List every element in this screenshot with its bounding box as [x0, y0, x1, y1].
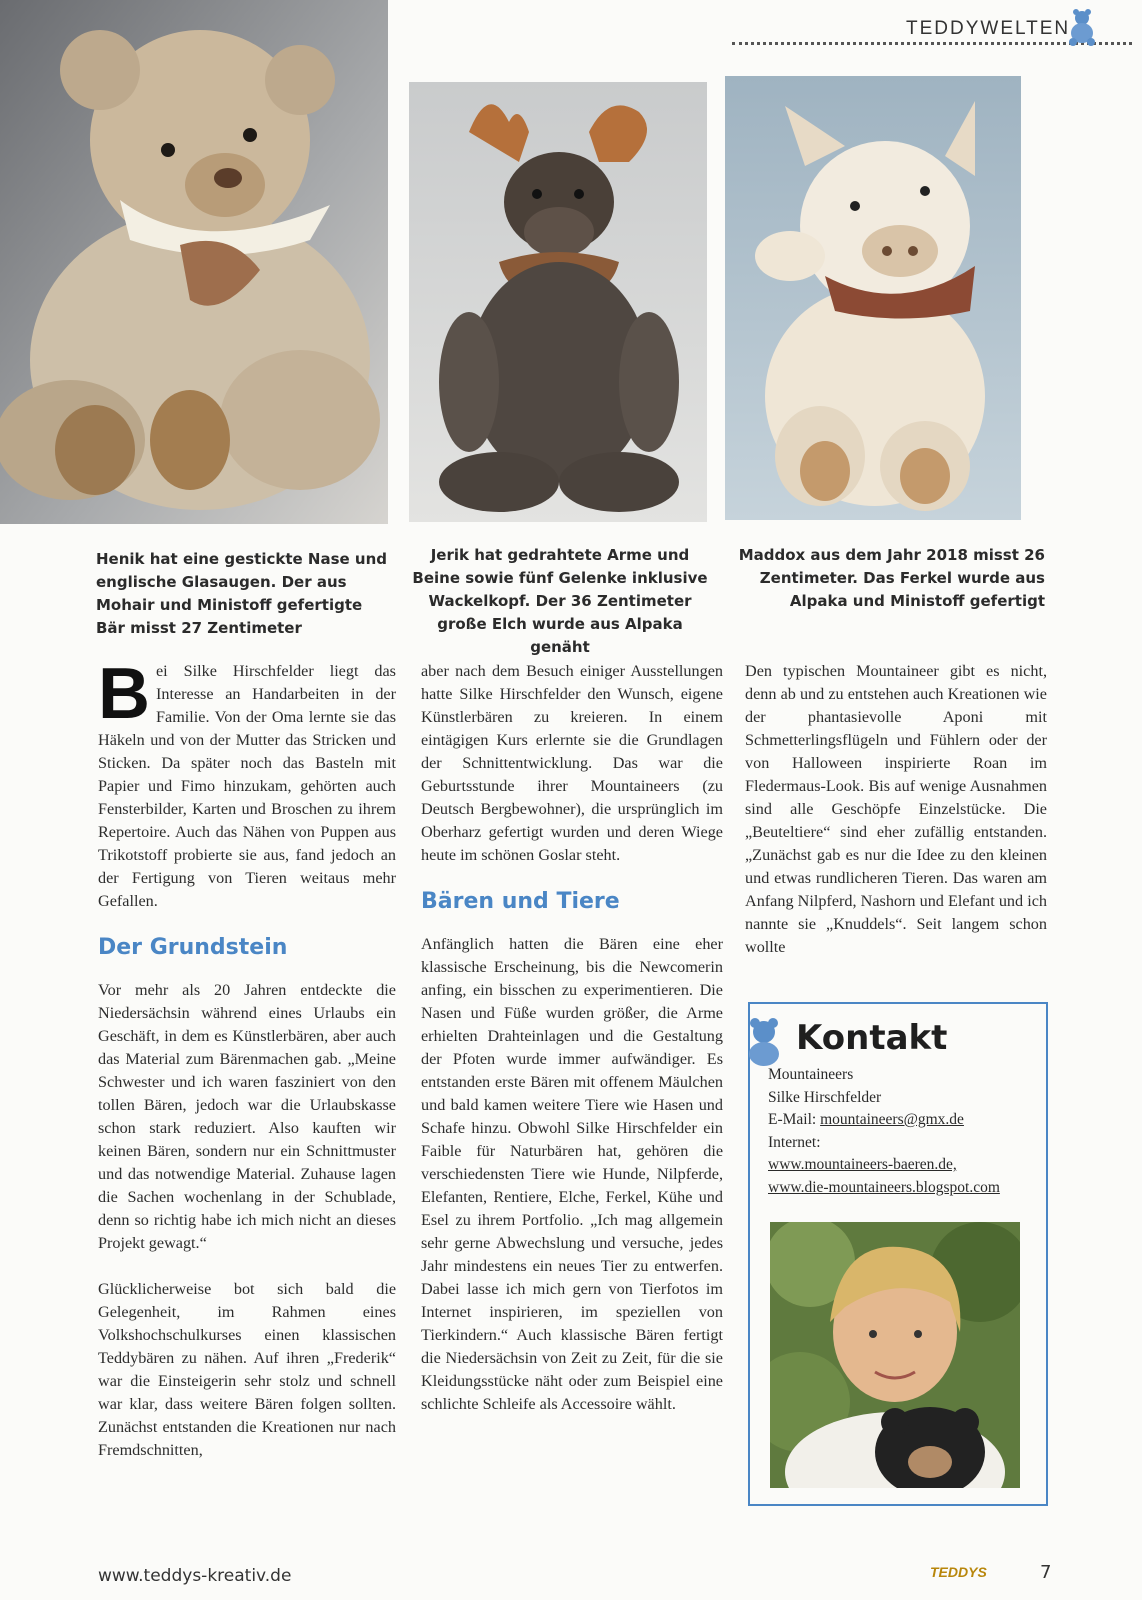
kontakt-company: Mountaineers	[768, 1066, 854, 1083]
article-column-1	[98, 654, 396, 1485]
section-heading-baeren: Bären und Tiere	[421, 889, 620, 914]
kontakt-email-row: E-Mail: mountaineers@gmx.de	[768, 1111, 964, 1128]
drop-cap: B	[98, 654, 150, 734]
caption-henik: Henik hat eine gestickte Nase und englische Glasaugen. Der aus Mohair und Ministoff gefertigte Bär misst 27 Zentimeter	[96, 550, 388, 637]
kontakt-person: Silke Hirschfelder	[768, 1088, 882, 1106]
website-link[interactable]: www.mountaineers-baeren.de,	[768, 1156, 957, 1173]
blog-link[interactable]: www.die-mountaineers.blogspot.com	[768, 1178, 1000, 1196]
article-column-2	[421, 660, 723, 1439]
kontakt-details	[768, 1064, 1038, 1199]
email-link[interactable]: mountaineers@gmx.de	[820, 1111, 964, 1128]
moose-photo	[409, 82, 707, 522]
portrait-photo	[770, 1222, 1020, 1488]
article-paragraph: Anfänglich hatten die Bären eine eher klassische Erscheinung, bis die Newcomerin anfing, ein bisschen zu experimentieren. Die Nasen und Füße wurden größer, die Arme erhielten Drahteinlagen und die Gestaltung der Pfoten wurde immer aufwändiger. Es entstanden erste Bären mit offenem Mäulchen und bald kamen weitere Tiere wie Hasen und Schafe hinzu. Obwohl Silke Hirschfelder ein Faible für Naturbären hat, gehören die verschiedensten Tiere wie Hunde, Nilpferde, Elefanten, Rentiere, Elche, Ferkel, Kühe und Esel zu ihrem Portfolio. „Ich mag allgemein sehr gerne Abwechslung und versuche, jedes Jahr mindestens ein neues Tier zu entwerfen. Dabei lasse ich mich gern von Tierfotos im Internet inspirieren, im speziellen von Tierkindern.“ Auch klassische Bären fertigt die Niedersächsin von Zeit zu Zeit, für die sie Kleidungsstücke näht oder zum Beispiel eine schlichte Schleife als Accessoire wählt.	[421, 935, 723, 1413]
article-paragraph: Bei Silke Hirschfelder liegt das Interesse an Handarbeiten in der Familie. Von der Oma lernte sie das Häkeln und von der Mutter das Stricken und Sticken. Da später noch das Basteln mit Papier und Fimo hinzukam, gehörten auch Fensterbilder, Karten und Broschen zu ihrem Repertoire. Auch das Nähen von Puppen aus Trikotstoff probierte sie aus, fand jedoch an der Fertigung von Tieren weitaus mehr Gefallen.	[98, 654, 396, 910]
caption-maddox: Maddox aus dem Jahr 2018 misst 26 Zentimeter. Das Ferkel wurde aus Alpaka und Ministoff gefertigt	[738, 546, 1045, 610]
article-paragraph: Glücklicherweise bot sich bald die Gelegenheit, im Rahmen eines Volkshochschulkurses einen klassischen Teddybären zu nähen. Auf ihren „Frederik“ war die Einsteigerin sehr stolz und schnell war klar, dass weitere Bären folgen sollten. Zunächst entstanden die Kreationen nur nach Fremdschnitten,	[98, 1280, 396, 1459]
article-column-3	[745, 660, 1047, 982]
article-paragraph: Vor mehr als 20 Jahren entdeckte die Niedersächsin während eines Urlaubs ein Geschäft, in dem es Künstlerbären, aber auch das Material zum Bärenmachen gab. „Meine Schwester und ich waren fasziniert von den tollen Bären, jedoch war die Urlaubskasse schon stark reduziert. Also kauften wir keinen Bären, sondern nur ein Schnittmuster und das notwendige Material. Zuhause lagen die Sachen wochenlang in der Schublade, denn so richtig habe ich mich nicht an dieses Projekt gewagt.“	[98, 981, 396, 1252]
kontakt-internet-label: Internet:	[768, 1133, 821, 1151]
article-paragraph: Den typischen Mountaineer gibt es nicht, denn ab und zu entstehen auch Kreationen wie der phantasievolle Aponi mit Schmetterlingsflügeln und Fühlern oder der von Halloween inspirierte Roan im Fledermaus-Look. Bis auf wenige Ausnahmen sind alle Geschöpfe Einzelstücke. Die „Beuteltiere“ sind eher zufällig entstanden. „Zunächst gab es nur die Idee zu den kleinen und etwas rundlicheren Tieren. Das waren am Anfang Nilpferd, Nashorn und Elefant und ich nannte sie „Knuddels“. Seit langem schon wollte	[745, 662, 1047, 956]
article-paragraph: aber nach dem Besuch einiger Ausstellungen hatte Silke Hirschfelder den Wunsch, eigene Künstlerbären zu kreieren. In einem eintägigen Kurs erlernte sie die Grundlagen der Schnittentwicklung. Das war die Geburtsstunde ihrer Mountaineers (zu Deutsch Bergbewohner), die ursprünglich im Oberharz gefertigt wurden und deren Wiege heute im schönen Goslar steht.	[421, 662, 723, 864]
teddy-icon	[1062, 6, 1102, 46]
caption-jerik: Jerik hat gedrahtete Arme und Beine sowie fünf Gelenke inklusive Wackelkopf. Der 36 Zentimeter große Elch wurde aus Alpaka genäht	[412, 546, 708, 656]
section-heading-grundstein: Der Grundstein	[98, 935, 288, 960]
bear-photo	[0, 0, 388, 524]
pig-photo	[725, 76, 1021, 520]
magazine-logo: TEDDYS	[930, 1564, 987, 1580]
page-number: 7	[1040, 1562, 1052, 1583]
kontakt-title: Kontakt	[796, 1018, 948, 1058]
footer-url: www.teddys-kreativ.de	[98, 1566, 292, 1586]
teddy-icon	[734, 1010, 794, 1070]
section-title: TEDDYWELTEN	[906, 18, 1071, 39]
